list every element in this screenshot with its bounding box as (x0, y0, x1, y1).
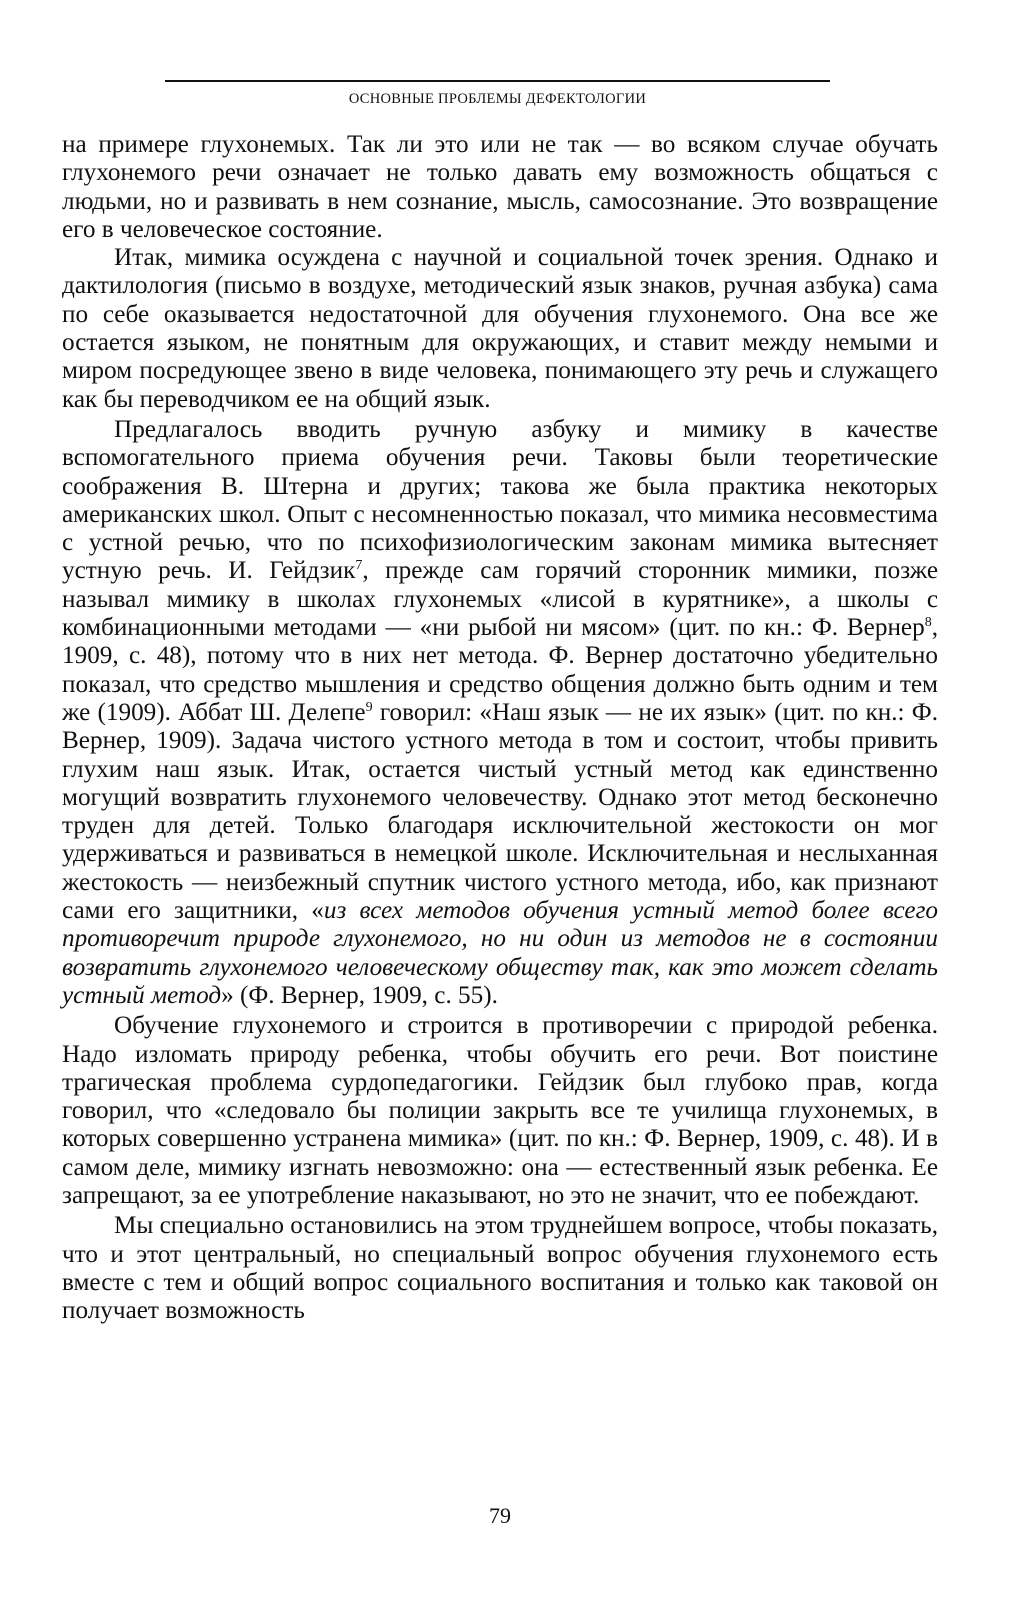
paragraph-3 (62, 416, 938, 1010)
header-rule (165, 80, 830, 82)
paragraph-2: Итак, мимика осуждена с научной и социальной точек зрения. Однако и дактилология (письмо в воздухе, методический язык знаков, ручная азбука) сама по себе оказывается недостаточной для обучения глухонемого. Она все же остается языком, не понятным для окружающих, и ставит между немыми и миром посредующее звено в виде человека, понимающего эту речь и служащего как бы переводчиком ее на общий язык. (62, 244, 938, 413)
paragraph-3-part-b: , прежде сам горячий сторонник мимики, позже называл мимику в школах глухонемых «лисой в курятнике», а школы с комбинационными методами — «ни рыбой ни мясом» (цит. по кн.: Ф. Вернер (62, 557, 939, 642)
running-header-title: ОСНОВНЫЕ ПРОБЛЕМЫ ДЕФЕКТОЛОГИИ (348, 91, 647, 107)
paragraph-3-part-a: Предлагалось вводить ручную азбуку и мимику в качестве вспомогательного приема обучения речи. Таковы были теоретические соображения В. Штерна и других; такова же была практика некоторых американских школ. Опыт с несомненностью показал, что мимика несовместима с устной речью, что по психофизиологическим законам мимика вытесняет устную речь. И. Гейдзик (62, 415, 938, 585)
running-header (165, 80, 830, 108)
italic-quote: из всех методов обучения устный метод более всего противоречит природе глухонемого, но ни один из методов не в состоянии возвратить глухонемого человеческому обществу так, как это может сделать устный метод (62, 897, 939, 1009)
paragraph-1: на примере глухонемых. Так ли это или не так — во всяком случае обучать глухонемого речи означает не только давать ему возможность общаться с людьми, но и развивать в нем сознание, мысль, самосознание. Это возвращение его в человеческое состояние. (62, 131, 938, 243)
body-text (62, 131, 938, 1325)
page-number: 79 (489, 1503, 511, 1528)
footnote-ref-7: 7 (355, 558, 363, 574)
footnote-ref-9: 9 (365, 699, 373, 715)
paragraph-3-part-e: » (Ф. Вернер, 1909, с. 55). (221, 981, 498, 1009)
paragraph-3-part-d: говорил: «Наш язык — не их язык» (цит. по кн.: Ф. Вернер, 1909). Задача чистого устного метода в том и состоит, чтобы привить глухим наш язык. Итак, остается чистый устный метод как единственно могущий возвратить глухонемого человечеству. Однако этот метод бесконечно труден для детей. Только благодаря исключительной жестокости он мог удерживаться и развиваться в немецкой школе. Исключительная и неслыханная жестокость — неизбежный спутник чистого устного метода, ибо, как признают сами его защитники, « (62, 698, 938, 925)
paragraph-4: Обучение глухонемого и строится в противоречии с природой ребенка. Надо изломать природу ребенка, чтобы обучить его речи. Вот поистине трагическая проблема сурдопедагогики. Гейдзик был глубоко прав, когда говорил, что «следовало бы полиции закрыть все те училища глухонемых, в которых совершенно устранена мимика» (цит. по кн.: Ф. Вернер, 1909, с. 48). И в самом деле, мимику изгнать невозможно: она — естественный язык ребенка. Ее запрещают, за ее употребление наказывают, но это не значит, что ее побеждают. (62, 1012, 938, 1209)
footnote-ref-8: 8 (924, 615, 932, 631)
paragraph-3-part-c: , 1909, с. 48), потому что в них нет метода. Ф. Вернер достаточно убедительно показал, что средство мышления и средство общения должно быть одним и тем же (1909). Аббат Ш. Делепе (62, 614, 938, 726)
paragraph-5: Мы специально остановились на этом труднейшем вопросе, чтобы показать, что и этот центральный, но специальный вопрос обучения глухонемого есть вместе с тем и общий вопрос социального воспитания и только как таковой он получает возможность (62, 1212, 938, 1325)
